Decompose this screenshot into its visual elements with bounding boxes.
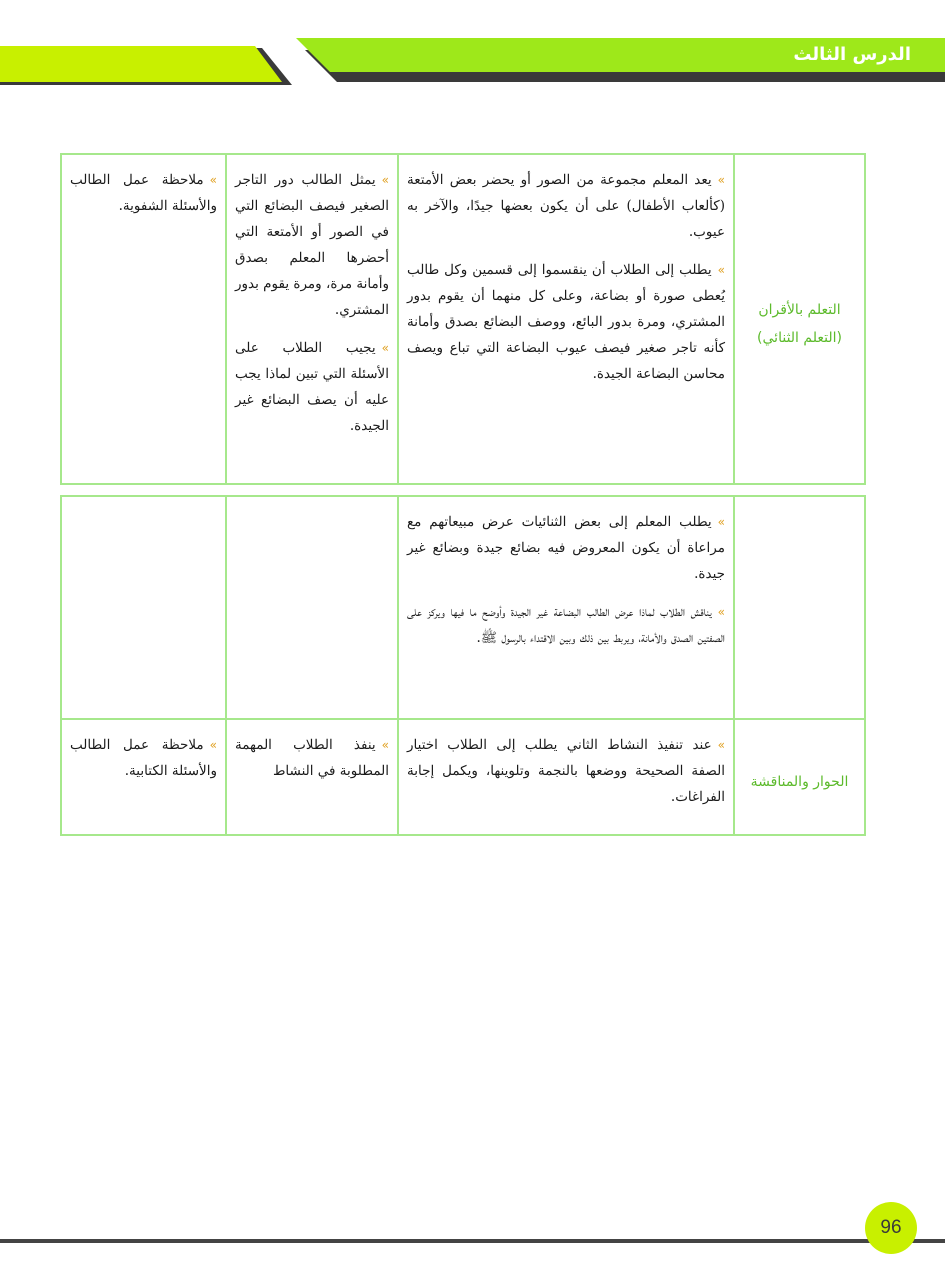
list-item-text: ينفذ الطلاب المهمة المطلوبة في النشاط bbox=[235, 737, 389, 779]
strategy-cell bbox=[734, 719, 865, 835]
bullet-icon: » bbox=[717, 173, 725, 187]
list-item-text: يناقش الطلاب لماذا عرض الطالب البضاعة غير الجيدة وأوضح ما فيها ويركز على الصفتين الصدق والأمانة، ويربط بين ذلك وبين الاقتداء بالرسول ﷺ. bbox=[407, 604, 725, 646]
list-item bbox=[407, 509, 725, 587]
list-item bbox=[70, 167, 217, 219]
list-item-text: ملاحظة عمل الطالب والأسئلة الشفوية. bbox=[70, 172, 217, 214]
list-item bbox=[407, 257, 725, 387]
list-item bbox=[235, 732, 389, 784]
evaluation-cell bbox=[61, 496, 226, 719]
evaluation-cell bbox=[61, 154, 226, 484]
evaluation-cell bbox=[61, 719, 226, 835]
student-activity-cell bbox=[226, 496, 398, 719]
teacher-activity-cell bbox=[398, 496, 734, 719]
bullet-icon: » bbox=[381, 173, 389, 187]
page-number-badge: 96 bbox=[865, 1202, 917, 1254]
strategy-cell bbox=[734, 496, 865, 719]
bullet-icon: » bbox=[717, 738, 725, 752]
bullet-icon: » bbox=[717, 263, 725, 277]
list-item-text: يمثل الطالب دور التاجر الصغير فيصف البضائع التي في الصور أو الأمتعة التي أحضرها المعلم بصدق وأمانة مرة، ومرة يقوم بدور المشتري. bbox=[235, 172, 389, 318]
bullet-icon: » bbox=[381, 341, 389, 355]
list-item bbox=[235, 335, 389, 439]
footer-divider bbox=[0, 1239, 945, 1243]
student-activity-cell bbox=[226, 154, 398, 484]
list-item bbox=[407, 599, 725, 651]
lesson-plan-table-1 bbox=[60, 153, 866, 485]
student-activity-cell bbox=[226, 719, 398, 835]
list-item-text: يجيب الطلاب على الأسئلة التي تبين لماذا يجب عليه أن يصف البضائع غير الجيدة. bbox=[235, 340, 389, 434]
list-item-text: يعد المعلم مجموعة من الصور أو يحضر بعض الأمتعة (كألعاب الأطفال) على أن يكون بعضها جيدًا، والآخر به عيوب. bbox=[407, 172, 725, 240]
lesson-plan-table-2 bbox=[60, 495, 866, 836]
list-item bbox=[407, 732, 725, 810]
list-item bbox=[70, 732, 217, 784]
table-row bbox=[61, 496, 865, 719]
list-item-text: ملاحظة عمل الطالب والأسئلة الكتابية. bbox=[70, 737, 217, 779]
bullet-icon: » bbox=[717, 515, 725, 529]
teacher-activity-cell bbox=[398, 154, 734, 484]
strategy-label: (التعلم الثنائي) bbox=[757, 330, 842, 346]
list-item bbox=[235, 167, 389, 323]
list-item-text: يطلب إلى الطلاب أن ينقسموا إلى قسمين وكل طالب يُعطى صورة أو بضاعة، وعلى كل منهما أن يقوم بدور المشتري، ومرة بدور البائع، ووصف البضائع بصدق وأمانة كأنه تاجر صغير فيصف عيوب البضاعة التي تباع ويصف محاسن البضاعة الجيدة. bbox=[407, 262, 725, 382]
strategy-cell bbox=[734, 154, 865, 484]
strategy-label: الحوار والمناقشة bbox=[750, 774, 849, 790]
bullet-icon: » bbox=[717, 605, 725, 619]
list-item-text: يطلب المعلم إلى بعض الثنائيات عرض مبيعاتهم مع مراعاة أن يكون المعروض فيه بضائع جيدة وبضائع غير جيدة. bbox=[407, 514, 725, 582]
header-green-bar-left bbox=[0, 46, 282, 82]
bullet-icon: » bbox=[209, 173, 217, 187]
table-row bbox=[61, 719, 865, 835]
teacher-activity-cell bbox=[398, 719, 734, 835]
lesson-title: الدرس الثالث bbox=[793, 44, 911, 65]
strategy-label: التعلم بالأقران bbox=[758, 302, 841, 318]
list-item-text: عند تنفيذ النشاط الثاني يطلب إلى الطلاب اختيار الصفة الصحيحة ووضعها بالنجمة وتلوينها، ويكمل إجابة الفراغات. bbox=[407, 737, 725, 805]
bullet-icon: » bbox=[209, 738, 217, 752]
bullet-icon: » bbox=[381, 738, 389, 752]
list-item bbox=[407, 167, 725, 245]
table-row bbox=[61, 154, 865, 484]
